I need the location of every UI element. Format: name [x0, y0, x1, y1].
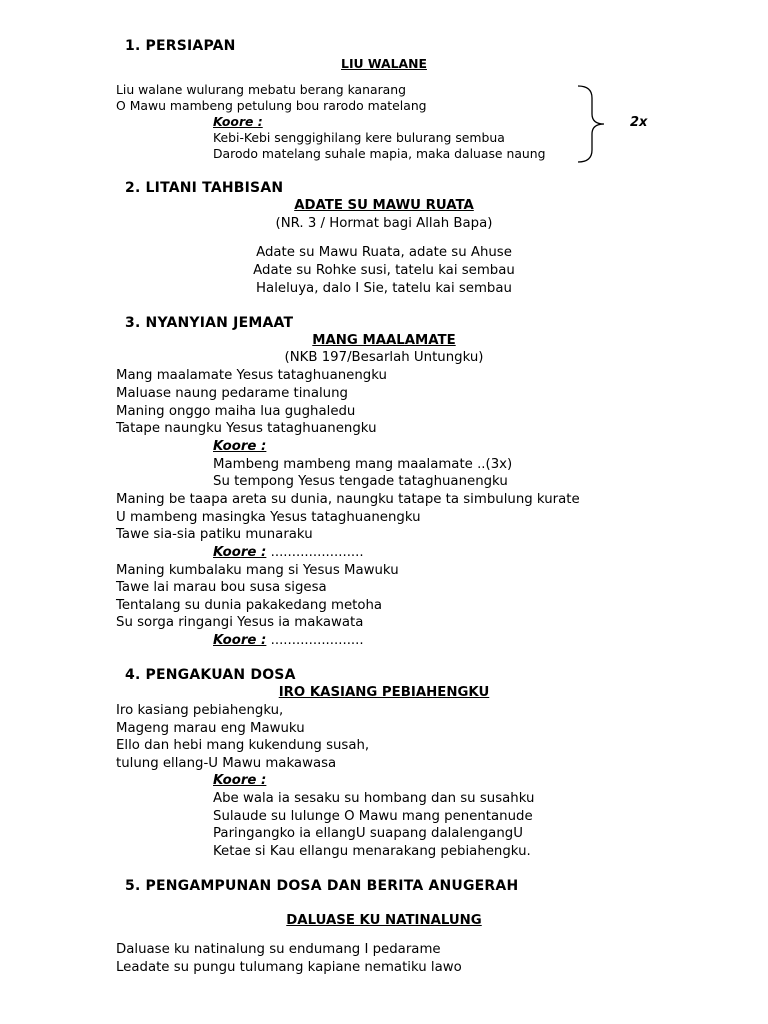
- koore-line: Paringangko ia ellangU suapang dalalengangU: [213, 826, 523, 841]
- lyric-line: Mang maalamate Yesus tataghuanengku: [116, 368, 387, 383]
- koore-line: Ketae si Kau ellangu menarakang pebiahengku.: [213, 844, 531, 859]
- song-title-iro-kasiang-pebiahengku: IRO KASIANG PEBIAHENGKU: [278, 685, 490, 700]
- lyric-line: Adate su Mawu Ruata, adate su Ahuse: [256, 245, 512, 260]
- lyric-line: Maluase naung pedarame tinalung: [116, 386, 348, 401]
- lyric-line: Su sorga ringangi Yesus ia makawata: [116, 615, 364, 630]
- section-3-heading: 3. NYANYIAN JEMAAT: [125, 315, 294, 331]
- lyric-line: O Mawu mambeng petulung bou rarodo matelang: [116, 98, 427, 113]
- lyric-line: Haleluya, dalo I Sie, tatelu kai sembau: [256, 281, 512, 296]
- section-5-heading: 5. PENGAMPUNAN DOSA DAN BERITA ANUGERAH: [125, 878, 519, 894]
- curly-brace-icon: [576, 84, 608, 164]
- lyric-line: Tentalang su dunia pakakedang metoha: [116, 598, 383, 613]
- koore-label: Koore :: [213, 545, 267, 560]
- koore-dots: ......................: [270, 545, 364, 560]
- song-title-daluase-ku-natinalung: DALUASE KU NATINALUNG: [286, 913, 482, 928]
- lyric-line: Maning onggo maiha lua gughaledu: [116, 404, 356, 419]
- koore-line: Kebi-Kebi senggighilang kere bulurang sembua: [213, 130, 505, 145]
- section-2-heading: 2. LITANI TAHBISAN: [125, 180, 284, 196]
- lyric-line: Maning kumbalaku mang si Yesus Mawuku: [116, 563, 399, 578]
- koore-label: Koore :: [213, 439, 267, 454]
- lyric-line: U mambeng masingka Yesus tataghuanengku: [116, 510, 421, 525]
- koore-repeat-line: [213, 545, 364, 560]
- section-4-heading: 4. PENGAKUAN DOSA: [125, 667, 296, 683]
- lyric-line: Adate su Rohke susi, tatelu kai sembau: [253, 263, 515, 278]
- koore-line: Darodo matelang suhale mapia, maka daluase naung: [213, 146, 546, 161]
- lyric-line: Tawe sia-sia patiku munaraku: [116, 527, 313, 542]
- koore-dots: ......................: [270, 633, 364, 648]
- lyric-line: Daluase ku natinalung su endumang I pedarame: [116, 942, 441, 957]
- lyric-line: Tawe lai marau bou susa sigesa: [116, 580, 327, 595]
- lyric-line: Maning be taapa areta su dunia, naungku tatape ta simbulung kurate: [116, 492, 580, 507]
- lyric-line: Mageng marau eng Mawuku: [116, 721, 305, 736]
- koore-label: Koore :: [213, 633, 267, 648]
- koore-line: Abe wala ia sesaku su hombang dan su susahku: [213, 791, 535, 806]
- koore-label: Koore :: [213, 114, 263, 129]
- song-title-adate-su-mawu-ruata: ADATE SU MAWU RUATA: [294, 198, 474, 213]
- lyric-line: Iro kasiang pebiahengku,: [116, 703, 284, 718]
- koore-label: Koore :: [213, 773, 267, 788]
- lyric-line: Leadate su pungu tulumang kapiane nematiku lawo: [116, 960, 462, 975]
- lyric-line: tulung ellang-U Mawu makawasa: [116, 756, 337, 771]
- repeat-marker: 2x: [630, 115, 648, 130]
- koore-line: Mambeng mambeng mang maalamate ..(3x): [213, 457, 513, 472]
- song-title-liu-walane: LIU WALANE: [341, 56, 427, 71]
- lyric-line: Ello dan hebi mang kukendung susah,: [116, 738, 370, 753]
- koore-line: Su tempong Yesus tengade tataghuanengku: [213, 474, 508, 489]
- lyric-line: Tatape naungku Yesus tataghuanengku: [116, 421, 377, 436]
- song-subtitle: (NKB 197/Besarlah Untungku): [284, 350, 484, 365]
- song-subtitle: (NR. 3 / Hormat bagi Allah Bapa): [275, 216, 493, 231]
- koore-repeat-line: [213, 633, 364, 648]
- koore-line: Sulaude su lulunge O Mawu mang penentanude: [213, 809, 533, 824]
- section-1-heading: 1. PERSIAPAN: [125, 38, 236, 54]
- song-title-mang-maalamate: MANG MAALAMATE: [312, 333, 456, 348]
- lyric-line: Liu walane wulurang mebatu berang kanarang: [116, 82, 406, 97]
